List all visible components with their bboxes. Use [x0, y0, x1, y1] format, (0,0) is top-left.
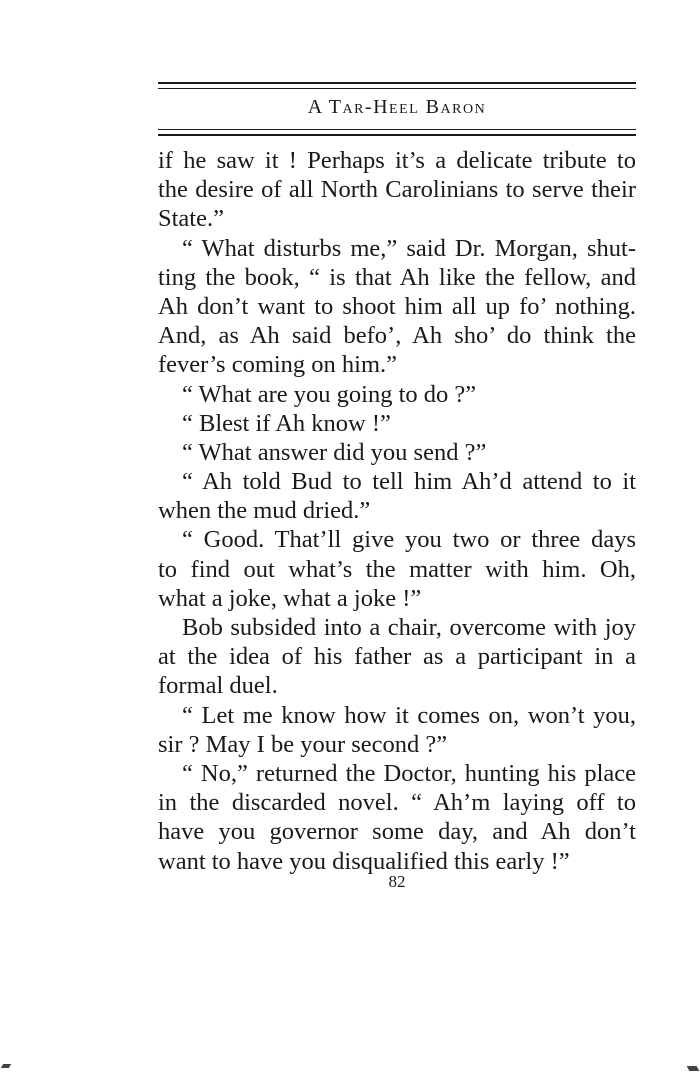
text-line: Bob subsided into a chair, overcome with joy	[182, 614, 636, 641]
running-head: A Tar-Heel Baron	[307, 96, 487, 118]
top-rule-inner	[158, 88, 636, 89]
text-line: if he saw it ! Perhaps it’s a delicate tribute to	[158, 147, 636, 174]
scan-mark-bottom-right	[687, 1066, 700, 1071]
header-rule-inner	[158, 129, 636, 130]
text-line: “ What answer did you send ?”	[182, 438, 487, 466]
text-line: fever’s coming on him.”	[158, 351, 398, 379]
text-line: to find out what’s the matter with him. Oh,	[158, 555, 636, 583]
text-line: “ Let me know how it comes on, won’t you,	[182, 701, 636, 729]
text-line: Ah don’t want to shoot him all up fo’ nothing.	[158, 292, 636, 320]
text-line: “ What disturbs me,” said Dr. Morgan, shut-	[182, 234, 636, 262]
text-line: want to have you disqualified this early !”	[158, 847, 570, 875]
text-line: when the mud dried.”	[158, 497, 371, 525]
header-rule-outer	[158, 134, 636, 136]
text-line: State.”	[158, 205, 224, 233]
text-line: “ What are you going to do ?”	[182, 380, 477, 408]
text-line: have you governor some day, and Ah don’t	[158, 818, 636, 846]
body-text	[158, 146, 636, 876]
text-line: And, as Ah said befo’, Ah sho’ do think the	[158, 322, 636, 350]
text-line: sir ? May I be your second ?”	[158, 730, 448, 758]
text-line: “ Blest if Ah know !”	[182, 409, 391, 437]
text-line: the desire of all North Carolinians to serve their	[158, 176, 636, 204]
text-line: what a joke, what a joke !”	[158, 584, 422, 612]
text-line: “ Ah told Bud to tell him Ah’d attend to it	[182, 468, 636, 496]
text-line: in the discarded novel. “ Ah’m laying off to	[158, 789, 636, 817]
text-line: at the idea of his father as a participant in a	[158, 643, 636, 671]
scan-mark-bottom-left	[1, 1064, 11, 1068]
text-line: formal duel.	[158, 672, 278, 700]
text-line: ting the book, “ is that Ah like the fellow, and	[158, 263, 636, 291]
text-line: “ No,” returned the Doctor, hunting his place	[182, 759, 636, 787]
top-rule-outer	[158, 82, 636, 84]
page-number: 82	[388, 872, 406, 891]
text-line: “ Good. That’ll give you two or three days	[182, 526, 636, 554]
